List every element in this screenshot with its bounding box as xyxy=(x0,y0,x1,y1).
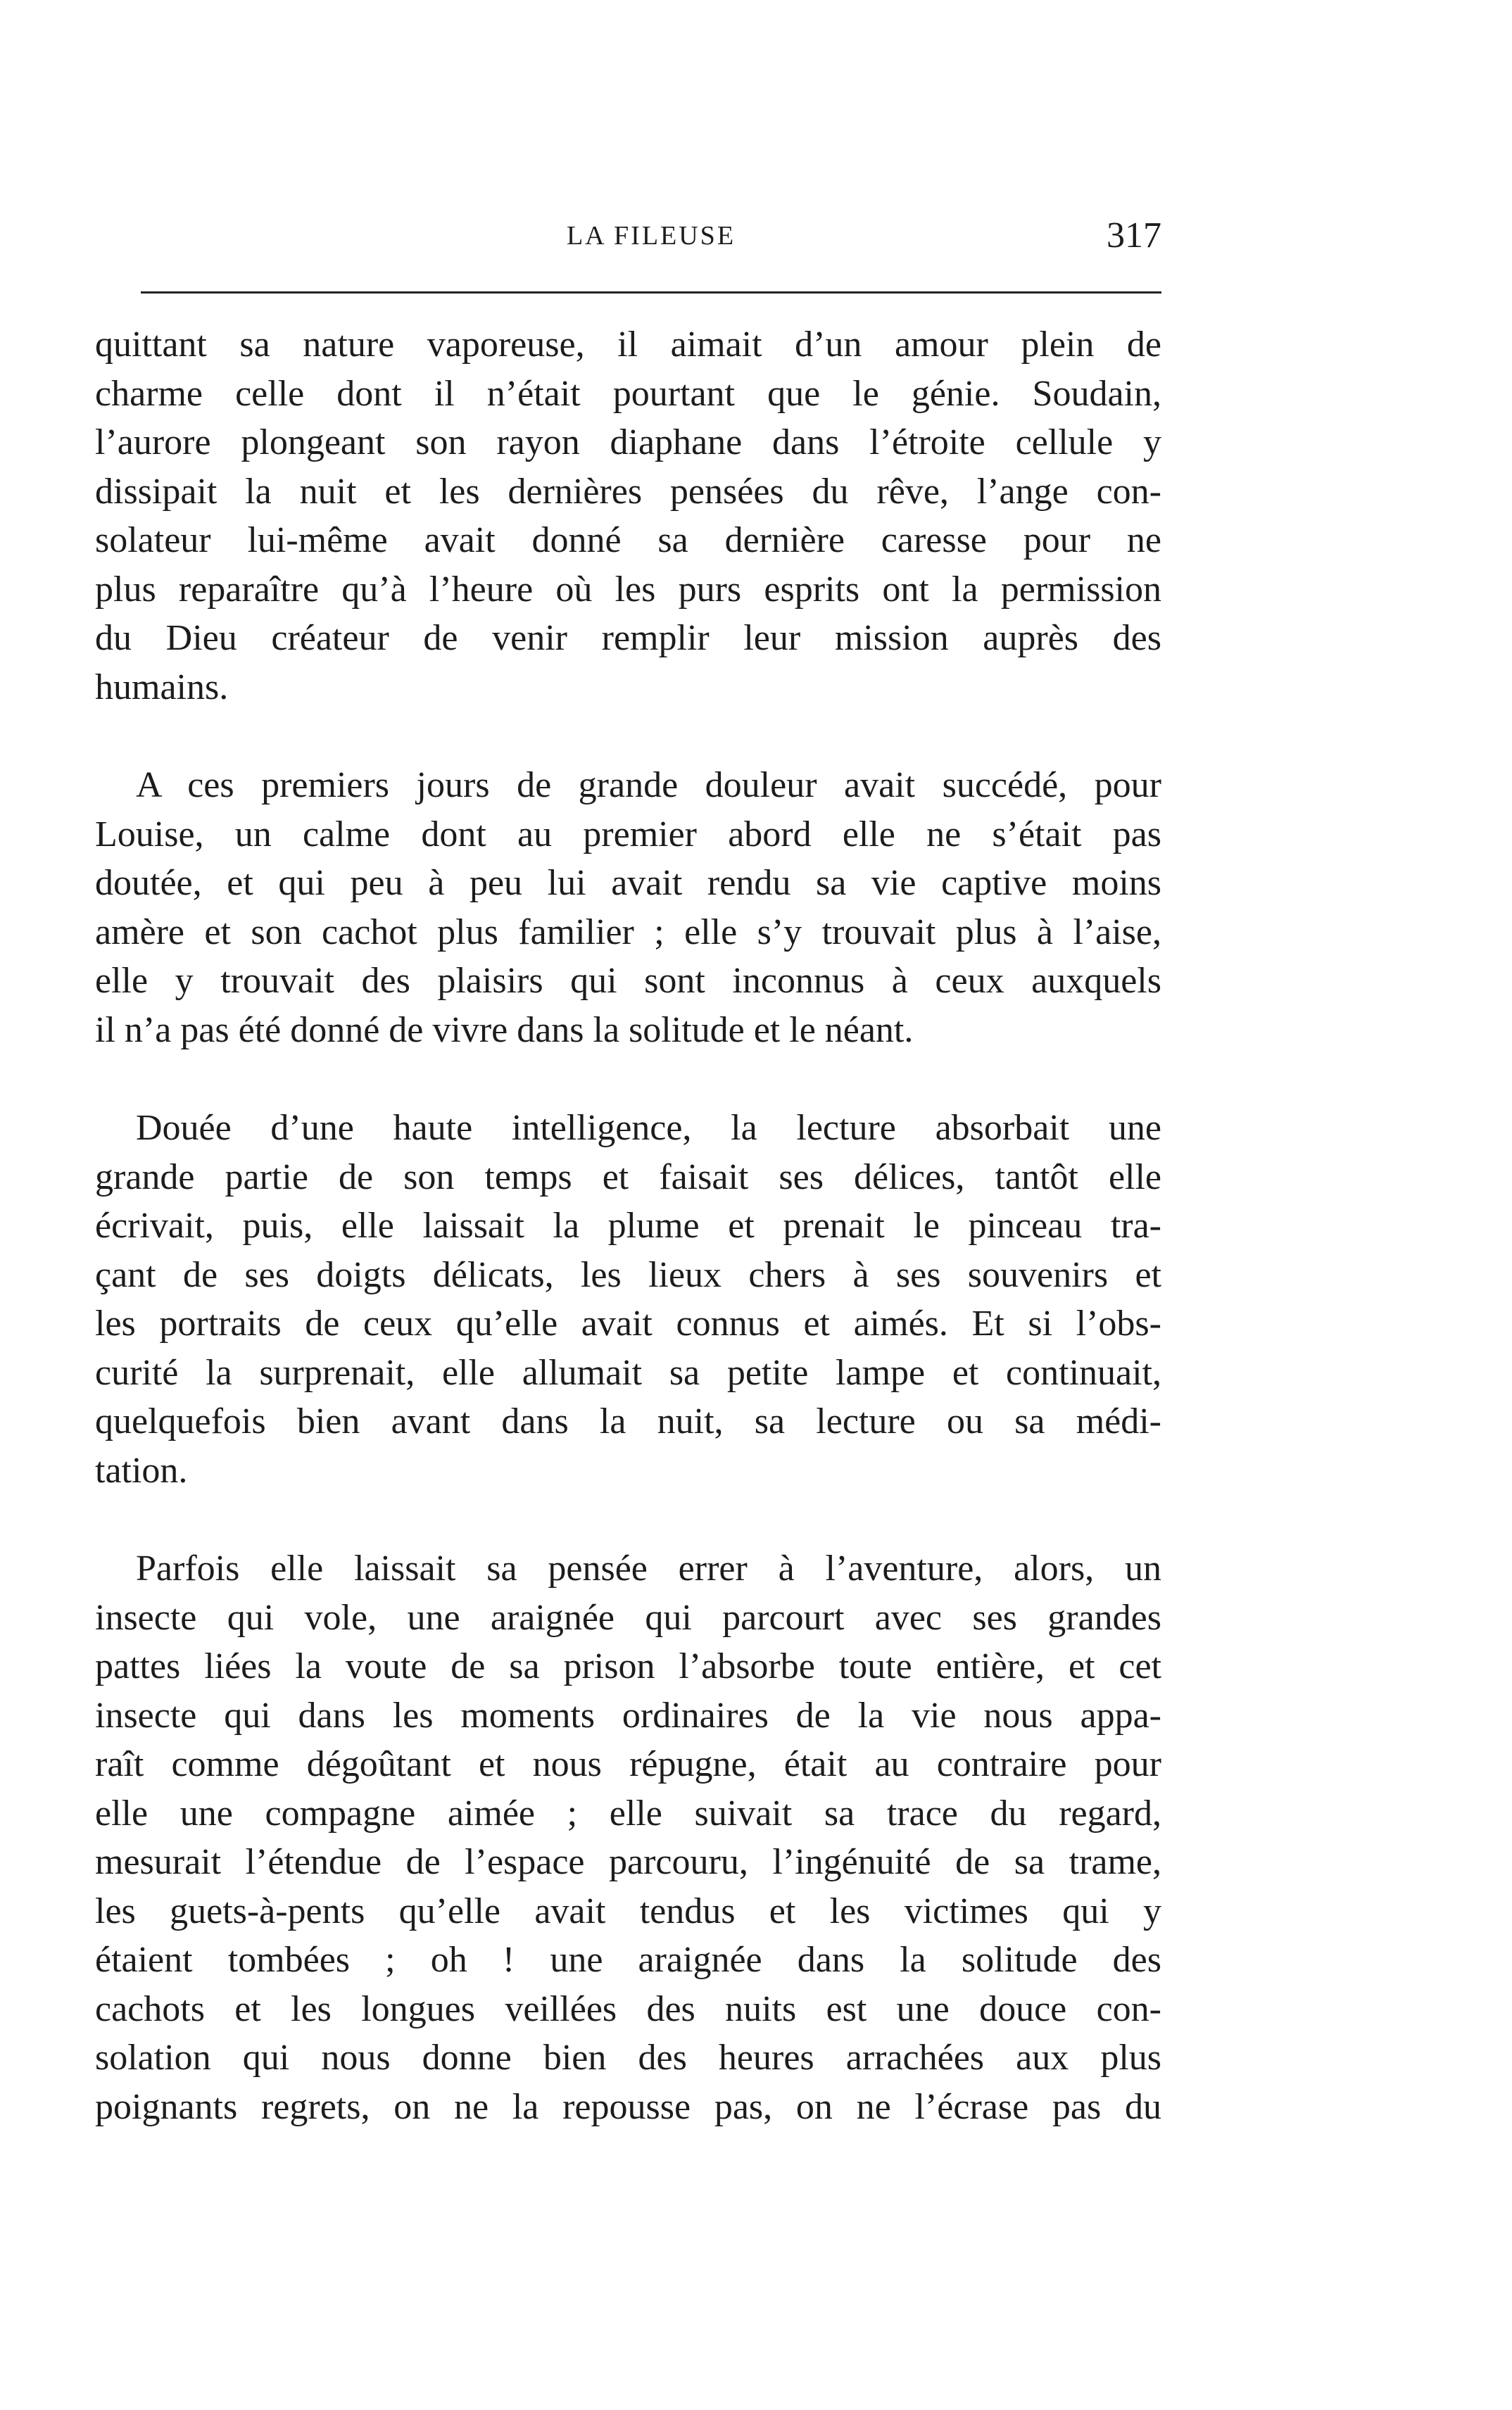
body-text xyxy=(95,320,1161,2131)
paragraph-gap xyxy=(95,1495,1161,1544)
text-line: mesurait l’étendue de l’espace parcouru, l’ingénuité de sa trame, xyxy=(95,1842,1161,1882)
text-line: du Dieu créateur de venir remplir leur mission auprès des xyxy=(95,618,1161,658)
text-line: écrivait, puis, elle laissait la plume et prenait le pinceau tra- xyxy=(95,1206,1161,1246)
text-line: insecte qui vole, une araignée qui parcourt avec ses grandes xyxy=(95,1597,1161,1638)
text-line: tation. xyxy=(95,1450,188,1491)
page-number: 317 xyxy=(1107,215,1161,255)
text-line: doutée, et qui peu à peu lui avait rendu sa vie captive moins xyxy=(95,863,1161,903)
running-title: LA FILEUSE xyxy=(566,221,736,251)
text-line: étaient tombées ; oh ! une araignée dans la solitude des xyxy=(95,1940,1161,1980)
text-line: elle une compagne aimée ; elle suivait sa trace du regard, xyxy=(95,1793,1161,1834)
text-line: Douée d’une haute intelligence, la lecture absorbait une xyxy=(136,1108,1161,1148)
paragraph-2 xyxy=(95,761,1161,1054)
paragraph-gap xyxy=(95,1054,1161,1104)
text-line: quittant sa nature vaporeuse, il aimait d’un amour plein de xyxy=(95,324,1161,365)
text-line: pattes liées la voute de sa prison l’absorbe toute entière, et cet xyxy=(95,1646,1161,1686)
text-line: dissipait la nuit et les dernières pensées du rêve, l’ange con- xyxy=(95,471,1161,512)
text-line: plus reparaître qu’à l’heure où les purs esprits ont la permission xyxy=(95,569,1161,610)
text-line: A ces premiers jours de grande douleur avait succédé, pour xyxy=(136,765,1161,805)
text-line: Parfois elle laissait sa pensée errer à l’aventure, alors, un xyxy=(136,1548,1161,1589)
text-line: il n’a pas été donné de vivre dans la solitude et le néant. xyxy=(95,1009,914,1050)
text-line: charme celle dont il n’était pourtant que le génie. Soudain, xyxy=(95,373,1161,414)
text-line: poignants regrets, on ne la repousse pas, on ne l’écrase pas du xyxy=(95,2086,1161,2127)
text-line: grande partie de son temps et faisait ses délices, tantôt elle xyxy=(95,1156,1161,1197)
running-head xyxy=(141,215,1161,264)
paragraph-gap xyxy=(95,712,1161,761)
text-line: çant de ses doigts délicats, les lieux chers à ses souvenirs et xyxy=(95,1254,1161,1295)
paragraph-1 xyxy=(95,320,1161,712)
text-line: curité la surprenait, elle allumait sa petite lampe et continuait, xyxy=(95,1352,1161,1393)
text-line: les guets-à-pents qu’elle avait tendus et les victimes qui y xyxy=(95,1891,1161,1931)
text-line: elle y trouvait des plaisirs qui sont inconnus à ceux auxquels xyxy=(95,961,1161,1001)
text-line: amère et son cachot plus familier ; elle s’y trouvait plus à l’aise, xyxy=(95,911,1161,952)
text-line: insecte qui dans les moments ordinaires de la vie nous appa- xyxy=(95,1695,1161,1736)
header-rule xyxy=(141,291,1161,294)
paragraph-3 xyxy=(95,1104,1161,1495)
text-line: Louise, un calme dont au premier abord elle ne s’était pas xyxy=(95,814,1161,854)
text-line: l’aurore plongeant son rayon diaphane dans l’étroite cellule y xyxy=(95,422,1161,462)
text-line: raît comme dégoûtant et nous répugne, était au contraire pour xyxy=(95,1744,1161,1784)
paragraph-4 xyxy=(95,1544,1161,2131)
text-line: quelquefois bien avant dans la nuit, sa lecture ou sa médi- xyxy=(95,1401,1161,1441)
text-line: cachots et les longues veillées des nuits est une douce con- xyxy=(95,1988,1161,2029)
text-line: solateur lui-même avait donné sa dernière caresse pour ne xyxy=(95,520,1161,560)
text-line: solation qui nous donne bien des heures arrachées aux plus xyxy=(95,2038,1161,2078)
text-line: humains. xyxy=(95,667,229,707)
text-line: les portraits de ceux qu’elle avait connus et aimés. Et si l’obs- xyxy=(95,1304,1161,1344)
